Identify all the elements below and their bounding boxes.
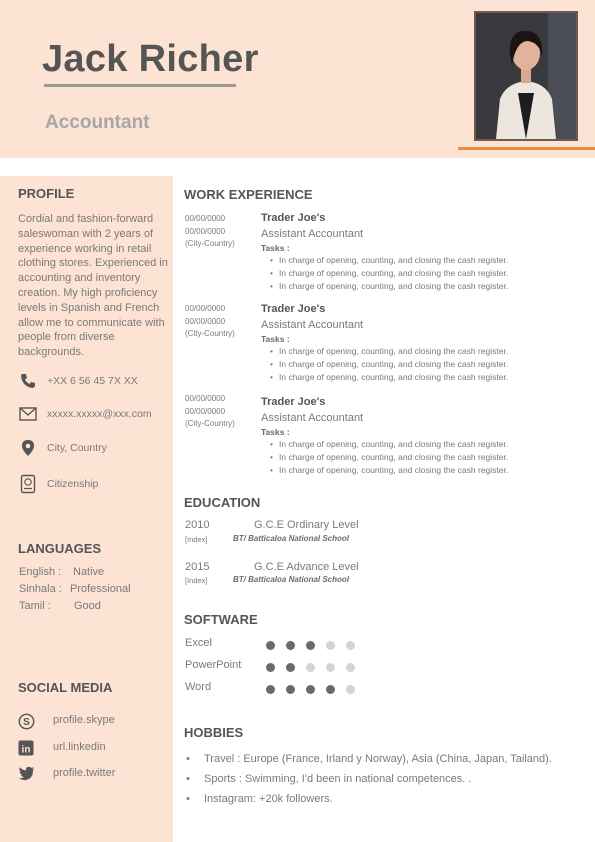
hobbies-list: [186, 749, 552, 809]
rating-dot-filled: [286, 685, 295, 694]
job-end-date: 00/00/0000: [185, 316, 226, 326]
social-media-heading: SOCIAL MEDIA: [18, 680, 113, 695]
hobbies-heading: HOBBIES: [184, 725, 244, 740]
profile-text: Cordial and fashion-forward saleswoman with 2 years of experience working in retail clothing stores. Experienced in accounting and inventory creation. My high proficiency levels in Spanish and French allow me to communicate with people from diverse backgrounds.: [18, 213, 168, 359]
rating-dot-filled: [326, 685, 335, 694]
education-title: G.C.E Advance Level: [254, 561, 359, 573]
job-start-date: 00/00/0000: [185, 214, 226, 223]
rating-dot-empty: [326, 641, 335, 650]
job-title: Assistant Accountant: [261, 412, 364, 424]
job-dates: [185, 303, 235, 341]
skill-rating: [266, 663, 355, 672]
phone-number: +XX 6 56 45 7X XX: [47, 375, 138, 387]
rating-dot-filled: [286, 663, 295, 672]
job-location: (City-Country): [185, 419, 235, 428]
location-text: City, Country: [47, 442, 107, 454]
email-address[interactable]: xxxxx.xxxxx@xxx.com: [47, 408, 152, 420]
job-title: Assistant Accountant: [261, 319, 364, 331]
education-index: [Index]: [185, 535, 208, 544]
job-task: • In charge of opening, counting, and closing the cash register.: [270, 345, 508, 358]
header-accent-line: [458, 147, 595, 150]
envelope-icon: [18, 404, 38, 424]
job-tasks-label: Tasks :: [261, 334, 290, 344]
software-heading: SOFTWARE: [184, 612, 258, 627]
education-school: BT/ Batticaloa National School: [233, 575, 350, 584]
hobby-item: • Sports : Swimming, I'd been in national competences. .: [186, 769, 552, 789]
contact-citizenship: [18, 474, 99, 494]
work-experience-heading: WORK EXPERIENCE: [184, 187, 313, 202]
job-task: • In charge of opening, counting, and closing the cash register.: [270, 371, 508, 384]
svg-text:S: S: [23, 717, 30, 729]
job-company: Trader Joe's: [261, 212, 326, 224]
phone-icon: [18, 371, 38, 391]
svg-text:in: in: [21, 744, 31, 756]
rating-dot-filled: [266, 663, 275, 672]
language-row: [19, 600, 101, 612]
job-task: • In charge of opening, counting, and closing the cash register.: [270, 451, 508, 464]
language-row: [19, 583, 131, 595]
rating-dot-empty: [326, 663, 335, 672]
skill-rating: [266, 641, 355, 650]
location-pin-icon: [18, 438, 38, 458]
job-company: Trader Joe's: [261, 396, 326, 408]
job-location: (City-Country): [185, 239, 235, 248]
language-level: Good: [74, 600, 101, 612]
language-name: Tamil :: [19, 600, 51, 612]
candidate-name: Jack Richer: [42, 38, 259, 80]
skill-rating: [266, 685, 355, 694]
job-task: • In charge of opening, counting, and closing the cash register.: [270, 358, 508, 371]
language-name: Sinhala :: [19, 583, 62, 595]
job-company: Trader Joe's: [261, 303, 326, 315]
rating-dot-empty: [346, 641, 355, 650]
social-skype: [18, 713, 115, 735]
profile-photo: [474, 11, 578, 141]
rating-dot-filled: [306, 685, 315, 694]
citizenship-text: Citizenship: [47, 478, 99, 490]
education-year: 2015: [185, 561, 210, 573]
contact-location: [18, 438, 107, 458]
education-heading: EDUCATION: [184, 495, 261, 510]
twitter-profile[interactable]: profile.twitter: [53, 767, 116, 779]
languages-heading: LANGUAGES: [18, 541, 102, 556]
rating-dot-filled: [266, 641, 275, 650]
twitter-icon[interactable]: [18, 766, 35, 781]
contact-phone: [18, 371, 138, 391]
language-level: Professional: [70, 583, 131, 595]
education-title: G.C.E Ordinary Level: [254, 519, 359, 531]
job-end-date: 00/00/0000: [185, 406, 226, 416]
rating-dot-empty: [306, 663, 315, 672]
hobby-item: • Instagram: +20k followers.: [186, 789, 552, 809]
portrait-image: [476, 13, 576, 139]
linkedin-profile[interactable]: url.linkedin: [53, 741, 106, 753]
job-dates: [185, 213, 235, 251]
job-title: Assistant Accountant: [261, 228, 364, 240]
linkedin-icon[interactable]: [18, 740, 34, 756]
software-name: Excel: [185, 637, 212, 649]
language-row: [19, 566, 105, 578]
software-name: Word: [185, 681, 212, 693]
language-name: English :: [19, 566, 62, 578]
rating-dot-filled: [286, 641, 295, 650]
job-tasks-list: [270, 438, 508, 476]
skype-icon[interactable]: [18, 713, 35, 730]
job-tasks-list: [270, 345, 508, 383]
job-dates: [185, 393, 235, 431]
job-start-date: 00/00/0000: [185, 394, 226, 403]
job-role: Accountant: [45, 112, 150, 133]
job-task: • In charge of opening, counting, and closing the cash register.: [270, 438, 508, 451]
job-tasks-list: [270, 254, 508, 292]
job-tasks-label: Tasks :: [261, 243, 290, 253]
education-index: [Index]: [185, 576, 208, 585]
job-end-date: 00/00/0000: [185, 226, 226, 236]
rating-dot-filled: [266, 685, 275, 694]
rating-dot-filled: [306, 641, 315, 650]
job-tasks-label: Tasks :: [261, 427, 290, 437]
profile-heading: PROFILE: [18, 186, 75, 201]
social-twitter: [18, 766, 116, 786]
rating-dot-empty: [346, 663, 355, 672]
hobby-item: • Travel : Europe (France, Irland y Norway), Asia (China, Japan, Tailand).: [186, 749, 552, 769]
job-task: • In charge of opening, counting, and closing the cash register.: [270, 464, 508, 477]
name-underline: [44, 84, 236, 87]
job-task: • In charge of opening, counting, and closing the cash register.: [270, 267, 508, 280]
job-location: (City-Country): [185, 329, 235, 338]
education-school: BT/ Batticaloa National School: [233, 534, 350, 543]
rating-dot-empty: [346, 685, 355, 694]
passport-icon: [18, 474, 38, 494]
language-level: Native: [73, 566, 105, 578]
skype-profile[interactable]: profile.skype: [53, 714, 115, 726]
job-task: • In charge of opening, counting, and closing the cash register.: [270, 254, 508, 267]
job-task: • In charge of opening, counting, and closing the cash register.: [270, 280, 508, 293]
education-year: 2010: [185, 519, 210, 531]
contact-email: [18, 404, 152, 424]
software-name: PowerPoint: [185, 659, 242, 671]
job-start-date: 00/00/0000: [185, 304, 226, 313]
social-linkedin: [18, 740, 106, 761]
